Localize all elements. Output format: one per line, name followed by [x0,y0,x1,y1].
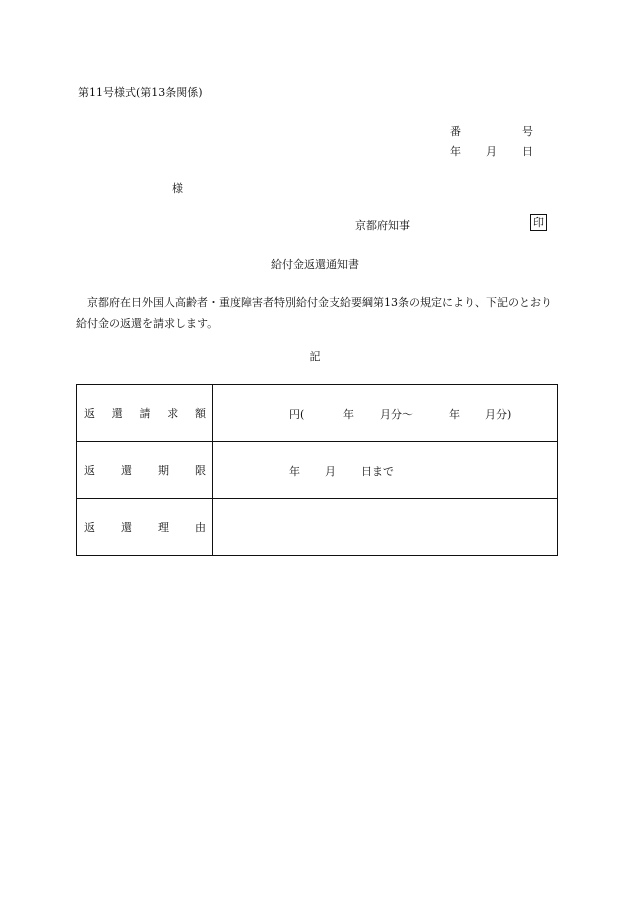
label-char: 還 [111,407,123,420]
deadline-day: 日まで [361,465,394,478]
deadline-month: 月 [325,465,336,478]
body-text: 京都府在日外国人高齢者・重度障害者特別給付金支給要綱第13条の規定により、下記のとおり給付金の返還を請求します。 [76,296,552,330]
amount-yen: 円( [289,408,305,421]
label-char: 返 [84,521,95,534]
label-char: 期 [158,464,169,477]
deadline-value-cell[interactable] [213,442,558,499]
issuer-title: 京都府知事 [355,219,410,232]
reason-label-cell [77,499,213,556]
deadline-label-cell [77,442,213,499]
label-char: 額 [195,407,206,420]
label-char: 還 [121,464,132,477]
ref-go: 号 [522,125,533,138]
return-details-table [76,384,558,556]
reason-value-cell[interactable] [213,499,558,556]
table-row-amount [77,385,558,442]
recipient-honorific: 様 [172,182,183,195]
amount-month-2: 月分) [485,408,512,421]
document-title: 給付金返還通知書 [271,258,359,271]
form-number: 第11号様式(第13条関係) [78,86,203,99]
ref-ban: 番 [450,125,461,138]
amount-label-cell [77,385,213,442]
date-month: 月 [486,145,497,158]
table-row-deadline [77,442,558,499]
amount-year-1: 年 [343,408,354,421]
label-char: 還 [121,521,132,534]
date-year: 年 [450,145,461,158]
table-row-reason [77,499,558,556]
label-char: 求 [167,407,179,420]
ki-heading: 記 [309,350,321,363]
label-char: 由 [195,521,206,534]
date-day: 日 [522,145,533,158]
label-char: 請 [139,407,151,420]
label-char: 返 [84,464,95,477]
amount-year-2: 年 [449,408,460,421]
amount-month-1: 月分～ [380,408,413,421]
deadline-year: 年 [289,465,300,478]
seal-mark: 印 [530,214,547,231]
amount-value-cell[interactable] [213,385,558,442]
label-char: 返 [84,407,95,420]
label-char: 限 [195,464,206,477]
label-char: 理 [158,521,169,534]
